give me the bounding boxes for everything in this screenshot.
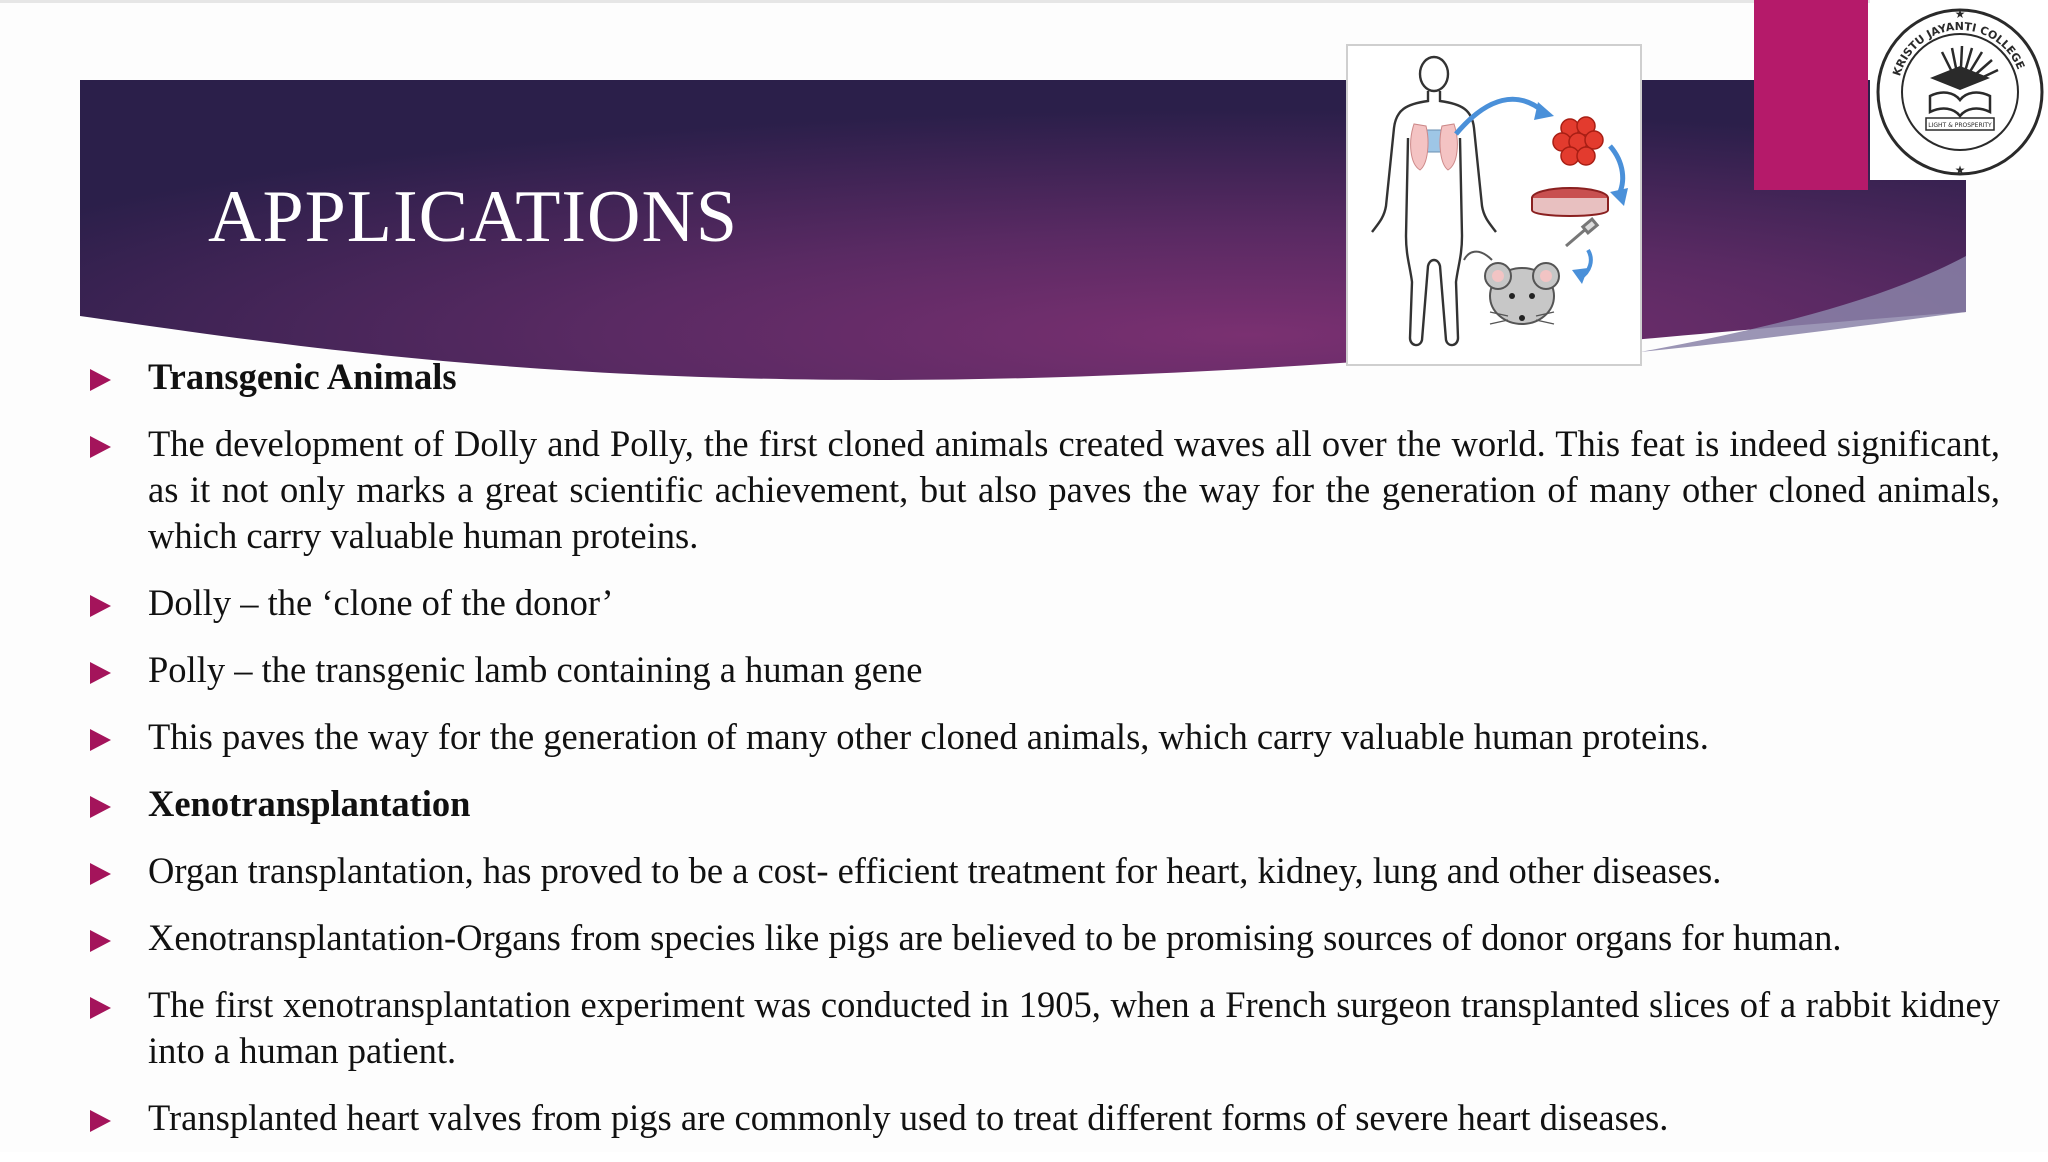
svg-text:★: ★ (1954, 7, 1966, 21)
bullet-triangle-icon (90, 369, 111, 391)
bullet-text: Xenotransplantation (148, 783, 471, 824)
bullet-text: Organ transplantation, has proved to be a cost- efficient treatment for heart, kidney, lung and other diseases. (148, 850, 1722, 891)
bullet-item (86, 647, 2000, 693)
bullet-triangle-icon (90, 997, 111, 1019)
bullet-text: Transplanted heart valves from pigs are commonly used to treat different forms of severe heart diseases. (148, 1097, 1669, 1138)
bullet-text: The first xenotransplantation experiment was conducted in 1905, when a French surgeon transplanted slices of a rabbit kidney into a human patient. (148, 984, 2000, 1071)
bullet-item (86, 982, 2000, 1074)
section-heading (86, 354, 2000, 400)
college-logo (1870, 0, 2048, 180)
bullet-text: Dolly – the ‘clone of the donor’ (148, 582, 614, 623)
bullet-item (86, 915, 2000, 961)
section-heading (86, 781, 2000, 827)
bullet-triangle-icon (90, 729, 111, 751)
bullet-triangle-icon (90, 662, 111, 684)
svg-text:★: ★ (1954, 163, 1966, 177)
bullet-text: This paves the way for the generation of many other cloned animals, which carry valuable human proteins. (148, 716, 1709, 757)
slide-title: APPLICATIONS (208, 176, 739, 258)
cloning-illustration (1346, 44, 1642, 366)
bullet-triangle-icon (90, 1110, 111, 1132)
bullet-text: The development of Dolly and Polly, the first cloned animals created waves all over the world. This feat is indeed significant, as it not only marks a great scientific achievement, but also paves the way for the generation of many other cloned animals, which carry valuable human proteins. (148, 423, 2000, 556)
svg-text:LIGHT & PROSPERITY: LIGHT & PROSPERITY (1928, 122, 1992, 129)
bullet-triangle-icon (90, 796, 111, 818)
svg-text:KRISTU JAYANTI COLLEGE: KRISTU JAYANTI COLLEGE (1890, 19, 2028, 78)
bullet-text: Transgenic Animals (148, 356, 457, 397)
bullet-item (86, 714, 2000, 760)
accent-bar (1754, 0, 1868, 190)
bullet-list (86, 354, 2000, 1162)
bullet-triangle-icon (90, 863, 111, 885)
bullet-item (86, 580, 2000, 626)
bullet-item (86, 1095, 2000, 1141)
bullet-triangle-icon (90, 436, 111, 458)
bullet-item (86, 848, 2000, 894)
bullet-triangle-icon (90, 930, 111, 952)
bullet-triangle-icon (90, 595, 111, 617)
bullet-text: Xenotransplantation-Organs from species like pigs are believed to be promising sources of donor organs for human. (148, 917, 1842, 958)
bullet-item (86, 421, 2000, 559)
bullet-text: Polly – the transgenic lamb containing a human gene (148, 649, 923, 690)
